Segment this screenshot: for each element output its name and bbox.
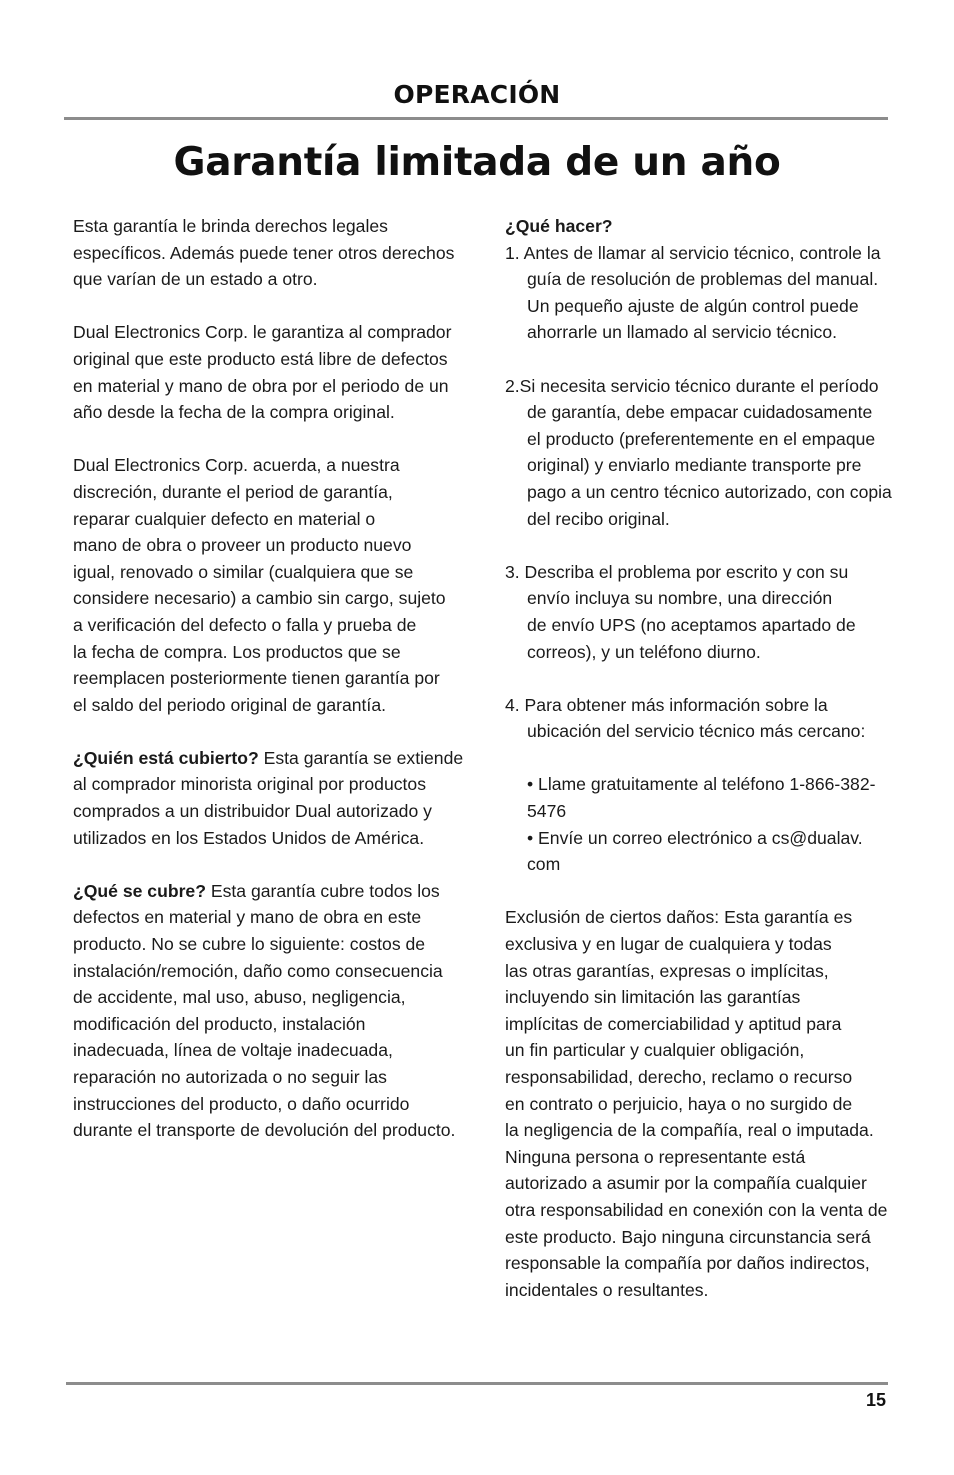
page-number: 15	[865, 1390, 886, 1410]
text-line: del recibo original.	[527, 508, 670, 529]
text-fragment: Esta garantía cubre todos los	[205, 880, 440, 901]
step-4	[505, 692, 915, 745]
text-line: Exclusión de ciertos daños: Esta garantía es	[505, 907, 853, 928]
text-line: envío incluya su nombre, una dirección	[527, 588, 833, 609]
text-line: discreción, durante el period de garantía,	[73, 481, 393, 502]
text-line: responsabilidad, derecho, reclamo o recurso	[505, 1067, 853, 1087]
repair-paragraph	[73, 452, 485, 718]
right-column	[505, 213, 915, 1303]
bottom-divider	[66, 1382, 888, 1385]
text-line: ubicación del servicio técnico más cercano:	[527, 721, 866, 742]
text-line: el producto (preferentemente en el empaque	[527, 428, 876, 449]
text-line: comprados a un distribuidor Dual autorizado y	[73, 801, 432, 822]
text-line: • Envíe un correo electrónico a cs@dualav.	[527, 827, 863, 848]
contact-bullets	[505, 771, 915, 877]
text-line: Dual Electronics Corp. le garantiza al comprador	[73, 322, 452, 343]
text-line: mano de obra o proveer un producto nuevo	[73, 535, 412, 556]
text-line: Un pequeño ajuste de algún control puede	[527, 295, 859, 316]
who-covered-paragraph	[73, 745, 485, 851]
text-line: Dual Electronics Corp. acuerda, a nuestra	[73, 455, 400, 476]
left-column	[73, 213, 485, 1144]
text-line: utilizados en los Estados Unidos de América.	[73, 827, 425, 848]
text-line: pago a un centro técnico autorizado, con copia	[527, 481, 892, 502]
text-line: año desde la fecha de la compra original.	[73, 402, 395, 423]
text-line: exclusiva y en lugar de cualquiera y todas	[505, 934, 832, 955]
text-line: inadecuada, línea de voltaje inadecuada,	[73, 1040, 393, 1061]
text-line: otra responsabilidad en conexión con la venta de	[505, 1199, 888, 1220]
text-line: implícitas de comerciabilidad y aptitud para	[505, 1013, 842, 1034]
exclusion-paragraph	[505, 904, 915, 1303]
text-line: 2.Si necesita servicio técnico durante el período	[505, 375, 879, 396]
section-title: OPERACIÓN	[393, 80, 561, 109]
text-line: de garantía, debe empacar cuidadosamente	[527, 402, 873, 423]
who-covered-label: ¿Quién está cubierto?	[73, 747, 259, 768]
text-line: instrucciones del producto, o daño ocurrido	[73, 1093, 410, 1114]
text-line: autorizado a asumir por la compañía cualquier	[505, 1173, 867, 1194]
text-line: un fin particular y cualquier obligación,	[505, 1040, 805, 1061]
text-line: durante el transporte de devolución del producto.	[73, 1120, 456, 1141]
text-line: en material y mano de obra por el periodo de un	[73, 375, 449, 396]
text-line: a verificación del defecto o falla y prueba de	[73, 614, 417, 635]
what-to-do-section	[505, 213, 915, 346]
text-line: guía de resolución de problemas del manual.	[527, 269, 879, 290]
text-line: la fecha de compra. Los productos que se	[73, 641, 401, 662]
text-line	[73, 745, 485, 772]
text-line: considere necesario) a cambio sin cargo, sujeto	[73, 588, 446, 609]
step-3	[505, 559, 915, 665]
what-covered-label: ¿Qué se cubre?	[73, 880, 206, 901]
text-line: 4. Para obtener más información sobre la	[505, 694, 828, 715]
text-line: reemplacen posteriormente tienen garantía por	[73, 668, 440, 689]
text-line: el saldo del periodo original de garantía.	[73, 694, 386, 715]
what-covered-paragraph	[73, 878, 485, 1144]
text-line: las otras garantías, expresas o implícitas,	[505, 960, 829, 981]
text-line: reparar cualquier defecto en material o	[73, 508, 376, 529]
text-line: incluyendo sin limitación las garantías	[505, 987, 801, 1008]
text-line: instalación/remoción, daño como consecuencia	[73, 960, 443, 981]
text-line: que varían de un estado a otro.	[73, 269, 318, 290]
page-title: Garantía limitada de un año	[173, 140, 781, 185]
text-line: en contrato o perjuicio, haya o no surgido de	[505, 1093, 853, 1114]
text-line: defectos en material y mano de obra en este	[73, 907, 422, 928]
text-line: incidentales o resultantes.	[505, 1279, 709, 1300]
text-line: original) y enviarlo mediante transporte pre	[527, 455, 862, 476]
text-line: igual, renovado o similar (cualquiera que se	[73, 561, 414, 582]
text-line: 1. Antes de llamar al servicio técnico, controle la	[505, 242, 881, 263]
top-divider	[64, 117, 888, 120]
text-line: la negligencia de la compañía, real o imputada.	[505, 1120, 874, 1141]
text-line: responsable la compañía por daños indirectos,	[505, 1253, 870, 1274]
text-line: Ninguna persona o representante está	[505, 1146, 806, 1167]
text-line: com	[527, 854, 561, 875]
step-2	[505, 373, 915, 533]
text-line: este producto. Bajo ninguna circunstancia será	[505, 1226, 871, 1247]
text-line: ahorrarle un llamado al servicio técnico.	[527, 322, 837, 343]
intro-paragraph	[73, 213, 485, 293]
text-line: al comprador minorista original por productos	[73, 774, 427, 795]
text-line: reparación no autorizada o no seguir las	[73, 1067, 387, 1087]
what-to-do-heading: ¿Qué hacer?	[505, 216, 613, 236]
text-fragment: Esta garantía se extiende	[258, 747, 464, 768]
text-line: de envío UPS (no aceptamos apartado de	[527, 614, 856, 635]
text-line: • Llame gratuitamente al teléfono 1-866-382-	[527, 774, 876, 795]
text-line: de accidente, mal uso, abuso, negligencia,	[73, 987, 406, 1008]
text-line: producto. No se cubre lo siguiente: costos de	[73, 934, 426, 955]
warranty-paragraph	[73, 319, 485, 425]
text-line: 5476	[527, 801, 567, 822]
text-line: Esta garantía le brinda derechos legales	[73, 216, 388, 236]
text-line: específicos. Además puede tener otros derechos	[73, 242, 455, 263]
text-line	[73, 878, 485, 905]
text-line: correos), y un teléfono diurno.	[527, 641, 761, 662]
text-line: original que este producto está libre de defectos	[73, 348, 448, 369]
text-line: modificación del producto, instalación	[73, 1013, 366, 1034]
text-line: 3. Describa el problema por escrito y con su	[505, 561, 849, 582]
